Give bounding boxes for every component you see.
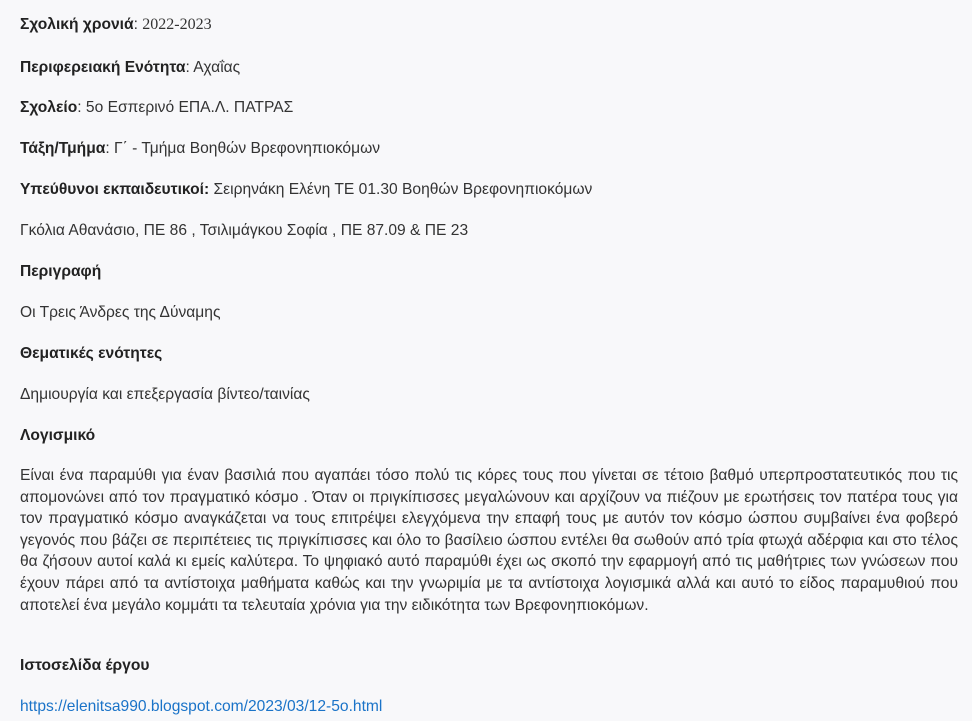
project-website-link[interactable]: https://elenitsa990.blogspot.com/2023/03/12-5o.html [20, 698, 383, 715]
software-description: Είναι ένα παραμύθι για έναν βασιλιά που αγαπάει τόσο πολύ τις κόρες τους που γίνεται σε τέτοιο βαθμό υπερπροστατευτικός που τις απομονώνει από τον πραγματικό κόσμο . Όταν οι πριγκίπισσες μεγαλώνουν και αρχίζουν να πιέζουν με ερωτήσεις τον πατέρα τους για τον πραγματικό κόσμο αναγκάζεται να τους επιτρέψει ελεγχόμενα την επαφή τους με αυτόν τον κόσμο ώσπου συμβαίνει ένα φοβερό γεγονός που βάζει σε περιπέτειες τις πριγκίπισσες και όλο το βασίλειο ώσπου εντέλει θα σωθούν από τρία φτωχά αδέρφια και στο τέλος θα ζήσουν αυτοί καλά κι εμείς καλύτερα. Το ψηφιακό αυτό παραμύθι έχει ως σκοπό την εφαρμογή από τις μαθήτριες των γνώσεων που έχουν πάρει από τα αντίστοιχα μαθήματα καθώς και την γνωριμία με τα αντίστοιχα λογισμικά αλλά και αυτό το είδος παραμυθιού που αποτελεί ένα μεγάλο κομμάτι τα τελευταία χρόνια για την ειδικότητα των Βρεφονηπιοκόμων. [20, 467, 958, 614]
school-row: Σχολείο: 5ο Εσπερινό ΕΠΑ.Λ. ΠΑΤΡΑΣ [20, 99, 294, 116]
school-label: Σχολείο [20, 99, 78, 116]
thematic-units-heading: Θεματικές ενότητες [20, 345, 163, 362]
teachers-row [20, 180, 592, 200]
regional-unit-value: Αχαΐας [193, 59, 241, 76]
class-section-value: Γ΄ - Τμήμα Βοηθών Βρεφονηπιοκόμων [114, 140, 381, 157]
school-year-value: 2022-2023 [142, 16, 212, 33]
project-website-row [20, 697, 382, 717]
description-text: Οι Τρεις Άνδρες της Δύναμης [20, 304, 221, 321]
teachers-value: Σειρηνάκη Ελένη ΤΕ 01.30 Βοηθών Βρεφονηπιοκόμων [213, 181, 593, 198]
class-section-row: Τάξη/Τμήμα: Γ΄ - Τμήμα Βοηθών Βρεφονηπιοκόμων [20, 140, 381, 157]
software-heading: Λογισμικό [20, 427, 96, 444]
description-heading: Περιγραφή [20, 263, 102, 280]
project-website-heading: Ιστοσελίδα έργου [20, 657, 150, 674]
regional-unit-label: Περιφερειακή Ενότητα [20, 59, 186, 76]
regional-unit-row: Περιφερειακή Ενότητα: Αχαΐας [20, 59, 241, 76]
class-section-label: Τάξη/Τμήμα [20, 140, 106, 157]
thematic-units-text: Δημιουργία και επεξεργασία βίντεο/ταινίας [20, 386, 310, 403]
teachers-continuation: Γκόλια Αθανάσιο, ΠΕ 86 , Τσιλιμάγκου Σοφία , ΠΕ 87.09 & ΠΕ 23 [20, 222, 469, 239]
teachers-label: Υπεύθυνοι εκπαιδευτικοί: [20, 181, 210, 198]
school-value: 5ο Εσπερινό ΕΠΑ.Λ. ΠΑΤΡΑΣ [85, 99, 294, 116]
school-year-row: Σχολική χρονιά: 2022-2023 [20, 16, 212, 33]
school-year-label: Σχολική χρονιά [20, 16, 134, 33]
